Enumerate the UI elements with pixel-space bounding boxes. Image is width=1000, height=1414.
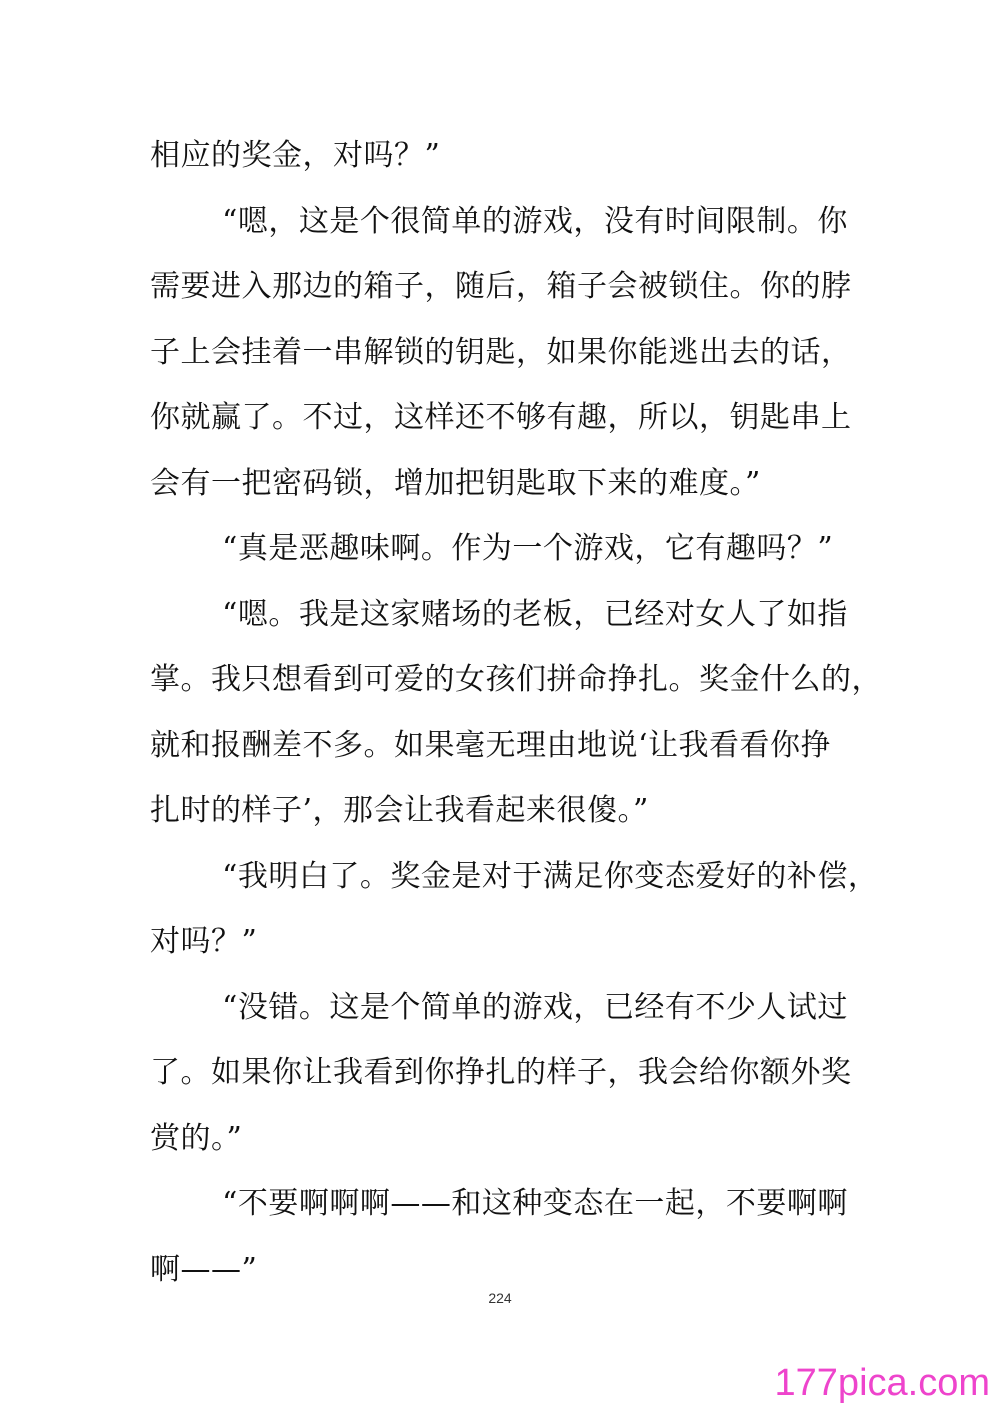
text-line: “没错。这是个简单的游戏，已经有不少人试过: [222, 989, 848, 1025]
body-text: [150, 123, 882, 1302]
text-line: “不要啊啊啊——和这种变态在一起，不要啊啊: [222, 1186, 848, 1221]
text-line: 需要进入那边的箱子，随后，箱子会被锁住。你的脖: [150, 269, 852, 304]
text-line: 了。如果你让我看到你挣扎的样子，我会给你额外奖: [150, 1055, 852, 1090]
page-number: 224: [488, 1290, 512, 1306]
text-line: 就和报酬差不多。如果毫无理由地说‘让我看看你挣: [150, 727, 832, 763]
text-line: 赏的。”: [150, 1120, 243, 1156]
text-line: 扎时的样子’，那会让我看起来很傻。”: [150, 793, 649, 828]
text-line: “嗯。我是这家赌场的老板，已经对女人了如指: [222, 596, 848, 632]
text-line: “嗯，这是个很简单的游戏，没有时间限制。你: [222, 203, 848, 239]
text-line: 掌。我只想看到可爱的女孩们拼命挣扎。奖金什么的，: [150, 662, 882, 697]
text-line: 会有一把密码锁，增加把钥匙取下来的难度。”: [150, 465, 761, 501]
watermark: 177pica.com: [774, 1362, 990, 1404]
text-line: 你就赢了。不过，这样还不够有趣，所以，钥匙串上: [150, 400, 852, 435]
text-line: 啊——”: [150, 1251, 258, 1287]
text-line: 子上会挂着一串解锁的钥匙，如果你能逃出去的话，: [150, 334, 852, 370]
text-line: “我明白了。奖金是对于满足你变态爱好的补偿，: [222, 858, 879, 894]
text-line: 相应的奖金，对吗？”: [150, 138, 441, 173]
text-line: “真是恶趣味啊。作为一个游戏，它有趣吗？”: [222, 531, 834, 566]
text-line: 对吗？”: [150, 924, 258, 959]
